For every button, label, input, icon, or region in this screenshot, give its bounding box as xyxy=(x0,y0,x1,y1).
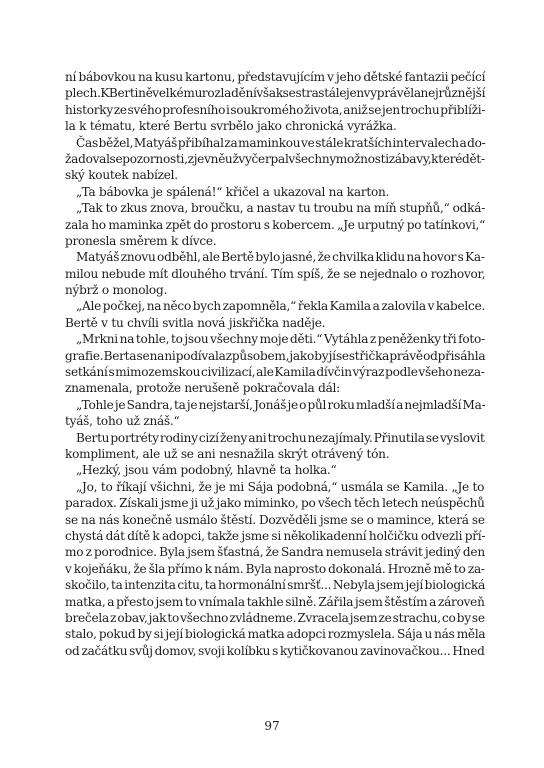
text-line: matka, a přesto jsem to vnímala takhle silně. Zářila jsem štěstím a zároveň xyxy=(65,594,485,609)
text-line: Čas běžel, Matyáš přibíhal za maminkou ve stále kratších intervalech a do- xyxy=(76,135,486,150)
text-line: setkání s mimozemskou civilizací, ale Kamila dívčin výraz podle všeho neza- xyxy=(65,365,485,380)
text-line: od začátku svůj domov, svoji kolíbku s kytičkovanou zavinovačkou... Hned xyxy=(65,643,485,658)
text-line: tyáš, toho už znáš.“ xyxy=(65,414,180,429)
text-line: mo z porodnice. Byla jsem šťastná, že Sandra nemusela strávit jediný den xyxy=(65,545,485,560)
text-line: zala ho maminka zpět do prostoru s kobercem. „Je urputný po tatínkovi,“ xyxy=(65,217,486,232)
text-line: grafie. Berta se na ni podívala způsobem, jako by jí sestřička právě odpřisáhla xyxy=(65,348,486,363)
text-line: „Tohle je Sandra, ta je nejstarší, Jonáš je o půl roku mladší a nejmladší Ma- xyxy=(76,397,486,412)
text-line: chystá dát dítě k adopci, takže jsme si několikadenní holčičku odvezli pří- xyxy=(65,528,486,543)
text-line: brečela z obav, jak to všechno zvládneme. Zvracela jsem ze strachu, co by se xyxy=(65,610,485,625)
text-line: ský koutek nabízel. xyxy=(65,168,178,183)
text-line: žadoval se pozornosti, zjevně už vyčerpal všechny možnosti zábavy, které dět- xyxy=(65,151,485,166)
text-line: „Hezký, jsou vám podobný, hlavně ta holka.“ xyxy=(76,463,337,478)
text-line: v kojeňáku, že šla přímo k nám. Byla naprosto dokonalá. Hrozně mě to za- xyxy=(65,561,485,576)
text-line: „Ale počkej, na něco bych zapomněla,“ řekla Kamila a zalovila v kabelce. xyxy=(76,299,486,314)
text-line: „Tak to zkus znova, broučku, a nastav tu troubu na míň stupňů,“ odká- xyxy=(76,201,486,216)
text-line: se na nás konečně usmálo štěstí. Dozvěděli jsme se o mamince, která se xyxy=(65,512,485,527)
text-line: skočilo, ta intenzita citu, ta hormonální smršť... Nebyla jsem její biologická xyxy=(65,578,486,593)
text-line: plech. K Bertině velkému rozladění však sestra stále jen vyprávěla nejrůznější xyxy=(65,86,486,101)
text-line: paradox. Získali jsme ji už jako miminko, po všech těch letech neúspěchů xyxy=(65,496,485,511)
text-line: historky ze svého profesního i soukromého života, aniž se jen trochu přiblíži- xyxy=(65,102,486,117)
text-line: nýbrž o monolog. xyxy=(65,283,168,298)
text-line: „Ta bábovka je spálená!“ křičel a ukazoval na karton. xyxy=(76,184,390,199)
text-line: milou nebude mít dlouhého trvání. Tím spíš, že se nejednalo o rozhovor, xyxy=(65,266,486,281)
text-line: kompliment, ale už se ani nesnažila skrýt otrávený tón. xyxy=(65,446,390,461)
text-line: Bertu portréty rodiny cizí ženy ani trochu nezajímaly. Přinutila se vyslovit xyxy=(76,430,485,445)
text-line: pronesla směrem k dívce. xyxy=(65,233,217,248)
text-line: Matyáš znovu odběhl, ale Bertě bylo jasné, že chvilka klidu na hovor s Ka- xyxy=(76,250,485,265)
text-line: ní bábovkou na kusu kartonu, představujícím v jeho dětské fantazii pečící xyxy=(65,70,486,84)
text-line: „Jo, to říkají všichni, že je mi Sája podobná,“ usmála se Kamila. „Je to xyxy=(76,479,485,494)
text-line: Bertě v tu chvíli svitla nová jiskřička naděje. xyxy=(65,315,326,330)
text-line: znamenala, protože nerušeně pokračovala dál: xyxy=(65,381,341,396)
text-line: „Mrkni na tohle, to jsou všechny moje děti.“ Vytáhla z peněženky tři foto- xyxy=(76,332,485,347)
text-line: la k tématu, které Bertu svrbělo jako chronická vyrážka. xyxy=(65,119,397,134)
text-line: stalo, pokud by si její biologická matka adopci rozmyslela. Sája u nás měla xyxy=(65,627,486,642)
body-text xyxy=(65,69,485,659)
page-number: 97 xyxy=(264,719,280,733)
